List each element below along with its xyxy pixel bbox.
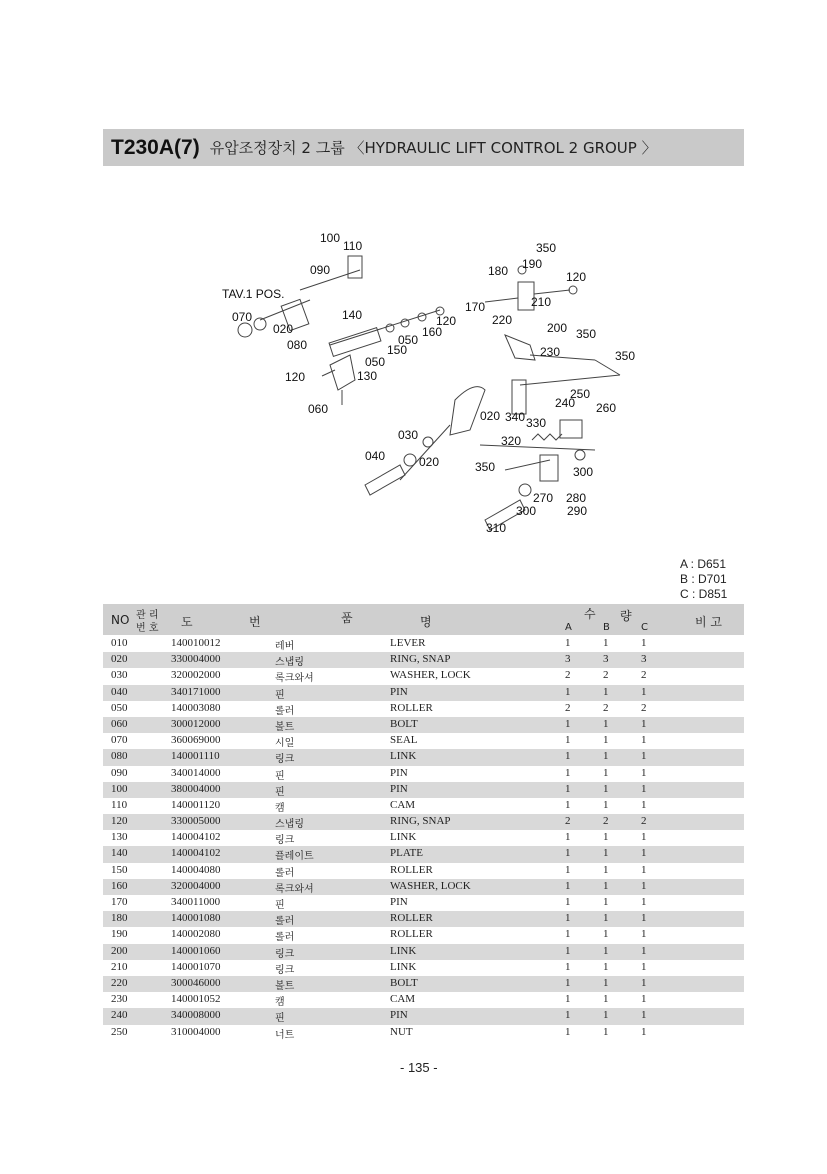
row-no: 140 [111, 847, 128, 860]
row-name-kr: 핀 [275, 770, 285, 782]
row-name-en: ROLLER [390, 701, 433, 714]
row-name-kr: 스냅링 [275, 657, 304, 669]
row-qty-b: 1 [603, 896, 609, 908]
row-no: 220 [111, 976, 128, 989]
table-row [103, 701, 744, 717]
svg-text:130: 130 [357, 369, 378, 383]
row-no: 150 [111, 863, 128, 876]
row-qty-c: 1 [641, 637, 647, 649]
table-row [103, 1008, 744, 1024]
row-qty-a: 1 [565, 993, 571, 1006]
svg-text:100: 100 [320, 231, 341, 245]
svg-text:050: 050 [365, 355, 386, 369]
table-row [103, 798, 744, 814]
svg-text:140: 140 [342, 308, 363, 322]
row-no: 030 [111, 669, 128, 682]
parts-table-body [103, 636, 744, 1041]
table-row [103, 814, 744, 830]
row-qty-c: 1 [641, 782, 647, 795]
row-name-kr: 링크 [275, 754, 295, 766]
row-qty-b: 1 [603, 944, 609, 957]
header-qty-1: 수 [584, 607, 596, 621]
svg-text:070: 070 [232, 310, 253, 324]
row-qty-c: 1 [641, 944, 647, 957]
row-qty-c: 2 [641, 669, 647, 682]
row-name-kr: 핀 [275, 1013, 285, 1025]
row-qty-b: 1 [603, 831, 609, 844]
row-no: 040 [111, 685, 128, 698]
row-qty-a: 1 [565, 896, 571, 908]
row-qty-a: 3 [565, 653, 571, 666]
row-name-kr: 레버 [275, 641, 295, 652]
row-qty-a: 2 [565, 701, 571, 714]
row-qty-c: 1 [641, 1009, 647, 1022]
svg-text:310: 310 [486, 521, 507, 535]
row-qty-a: 1 [565, 1025, 571, 1038]
header-name-1: 품 [341, 611, 353, 625]
row-qty-a: 1 [565, 879, 571, 892]
row-part-number: 340171000 [171, 685, 221, 698]
svg-text:050: 050 [398, 333, 419, 347]
row-qty-a: 1 [565, 863, 571, 876]
table-header [103, 604, 744, 635]
row-qty-a: 1 [565, 637, 571, 649]
row-qty-b: 1 [603, 766, 609, 779]
row-qty-b: 1 [603, 863, 609, 876]
svg-text:300: 300 [573, 465, 594, 479]
row-qty-b: 1 [603, 928, 609, 941]
row-qty-b: 3 [603, 653, 609, 666]
row-part-number: 140001060 [171, 944, 221, 957]
table-row [103, 911, 744, 927]
row-name-kr: 캠 [275, 802, 285, 814]
row-no: 080 [111, 750, 128, 763]
svg-text:120: 120 [566, 270, 587, 284]
row-part-number: 140002080 [171, 928, 221, 941]
svg-text:220: 220 [492, 313, 513, 327]
row-qty-a: 2 [565, 815, 571, 828]
row-name-en: LINK [390, 944, 417, 957]
row-no: 120 [111, 815, 128, 828]
variant-c: C : D851 [680, 587, 728, 601]
svg-text:180: 180 [488, 264, 509, 278]
row-qty-b: 1 [603, 637, 609, 649]
row-no: 240 [111, 1009, 128, 1022]
row-qty-a: 1 [565, 782, 571, 795]
row-name-en: LEVER [390, 637, 426, 649]
header-col-b: B [603, 622, 610, 633]
row-name-kr: 너트 [275, 1029, 295, 1041]
row-no: 170 [111, 896, 128, 908]
row-part-number: 140001070 [171, 960, 221, 973]
svg-text:260: 260 [596, 401, 617, 415]
svg-text:020: 020 [480, 409, 501, 423]
table-row [103, 960, 744, 976]
row-name-en: BOLT [390, 976, 418, 989]
row-qty-c: 1 [641, 685, 647, 698]
row-part-number: 340014000 [171, 766, 221, 779]
row-part-number: 320004000 [171, 879, 221, 892]
row-qty-b: 1 [603, 912, 609, 925]
header-drawing-2: 번 [249, 615, 261, 629]
row-qty-c: 1 [641, 879, 647, 892]
svg-text:040: 040 [365, 449, 386, 463]
table-row [103, 636, 744, 652]
svg-text:150: 150 [387, 343, 408, 357]
svg-text:350: 350 [475, 460, 496, 474]
row-no: 060 [111, 717, 128, 730]
row-name-kr: 볼트 [275, 980, 295, 992]
row-name-en: BOLT [390, 717, 418, 730]
row-qty-a: 1 [565, 750, 571, 763]
row-qty-c: 1 [641, 734, 647, 747]
row-qty-c: 1 [641, 928, 647, 941]
row-part-number: 140004080 [171, 863, 221, 876]
row-qty-a: 1 [565, 766, 571, 779]
svg-text:030: 030 [398, 428, 419, 442]
svg-text:230: 230 [540, 345, 561, 359]
svg-text:350: 350 [576, 327, 597, 341]
row-qty-b: 1 [603, 976, 609, 989]
row-name-kr: 롤러 [275, 705, 295, 717]
variant-a: A : D651 [680, 557, 727, 571]
row-qty-b: 2 [603, 669, 609, 682]
row-no: 020 [111, 653, 128, 666]
svg-text:110: 110 [343, 239, 363, 253]
header-no: NO [111, 613, 130, 627]
row-qty-b: 2 [603, 701, 609, 714]
row-name-en: PIN [390, 1009, 408, 1022]
row-part-number: 310004000 [171, 1025, 221, 1038]
svg-text:120: 120 [436, 314, 457, 328]
row-qty-a: 1 [565, 960, 571, 973]
svg-text:160: 160 [422, 325, 443, 339]
row-name-en: PIN [390, 896, 408, 908]
row-qty-a: 2 [565, 669, 571, 682]
table-row [103, 733, 744, 749]
svg-text:210: 210 [531, 295, 552, 309]
title-code: T230A(7) [111, 135, 200, 159]
row-name-kr: 스냅링 [275, 819, 304, 831]
row-qty-c: 1 [641, 831, 647, 844]
row-qty-b: 1 [603, 960, 609, 973]
header-name-2: 명 [420, 615, 432, 629]
row-name-en: PIN [390, 782, 408, 795]
row-qty-b: 1 [603, 993, 609, 1006]
row-name-kr: 록크와셔 [275, 883, 314, 895]
header-remarks: 비 고 [695, 615, 722, 629]
row-name-en: CAM [390, 798, 416, 811]
row-qty-c: 1 [641, 896, 647, 908]
svg-text:170: 170 [465, 300, 486, 314]
table-row [103, 895, 744, 911]
row-qty-c: 1 [641, 847, 647, 860]
row-no: 200 [111, 944, 128, 957]
row-name-en: ROLLER [390, 928, 433, 941]
svg-text:240: 240 [555, 396, 576, 410]
row-no: 090 [111, 766, 128, 779]
row-no: 250 [111, 1025, 128, 1038]
exploded-parts-diagram [200, 220, 660, 550]
row-qty-c: 1 [641, 766, 647, 779]
row-no: 010 [111, 637, 128, 649]
row-qty-a: 1 [565, 1009, 571, 1022]
row-qty-b: 1 [603, 782, 609, 795]
row-qty-b: 1 [603, 734, 609, 747]
row-part-number: 140001080 [171, 912, 221, 925]
row-qty-a: 1 [565, 912, 571, 925]
row-qty-c: 1 [641, 717, 647, 730]
row-name-en: LINK [390, 831, 417, 844]
row-no: 190 [111, 928, 128, 941]
row-qty-a: 1 [565, 734, 571, 747]
row-no: 070 [111, 734, 128, 747]
row-no: 160 [111, 879, 128, 892]
row-name-kr: 시일 [275, 738, 295, 750]
row-name-en: PIN [390, 766, 408, 779]
row-no: 130 [111, 831, 128, 844]
row-name-kr: 롤러 [275, 932, 295, 944]
row-qty-a: 1 [565, 944, 571, 957]
row-qty-c: 1 [641, 863, 647, 876]
row-qty-a: 1 [565, 847, 571, 860]
row-part-number: 140003080 [171, 701, 221, 714]
svg-text:280: 280 [566, 491, 587, 505]
svg-text:060: 060 [308, 402, 329, 416]
row-name-kr: 볼트 [275, 721, 295, 733]
row-qty-a: 1 [565, 831, 571, 844]
row-qty-b: 1 [603, 1025, 609, 1038]
row-qty-c: 2 [641, 815, 647, 828]
row-name-en: ROLLER [390, 912, 433, 925]
row-name-en: WASHER, LOCK [390, 669, 471, 682]
row-name-kr: 캠 [275, 997, 285, 1009]
variant-b: B : D701 [680, 572, 727, 586]
row-no: 210 [111, 960, 128, 973]
table-row [103, 976, 744, 992]
header-drawing-1: 도 [181, 615, 193, 629]
row-no: 110 [111, 798, 128, 811]
svg-text:250: 250 [570, 387, 591, 401]
row-part-number: 140004102 [171, 847, 221, 860]
svg-text:320: 320 [501, 434, 522, 448]
row-part-number: 140010012 [171, 637, 221, 649]
row-part-number: 330004000 [171, 653, 221, 666]
row-qty-b: 2 [603, 815, 609, 828]
svg-text:300: 300 [516, 504, 537, 518]
row-name-kr: 플레이트 [275, 851, 314, 863]
row-part-number: 140001052 [171, 993, 221, 1006]
table-row [103, 717, 744, 733]
row-part-number: 300012000 [171, 717, 221, 730]
row-qty-c: 1 [641, 993, 647, 1006]
row-name-en: ROLLER [390, 863, 433, 876]
table-row [103, 830, 744, 846]
row-part-number: 140001120 [171, 798, 221, 811]
svg-text:200: 200 [547, 321, 568, 335]
row-no: 100 [111, 782, 128, 795]
row-name-en: WASHER, LOCK [390, 879, 471, 892]
row-qty-c: 3 [641, 653, 647, 666]
row-name-kr: 록크와셔 [275, 673, 314, 685]
svg-text:330: 330 [526, 416, 547, 430]
table-row [103, 668, 744, 684]
row-qty-b: 1 [603, 879, 609, 892]
table-row [103, 1025, 744, 1041]
row-part-number: 300046000 [171, 976, 221, 989]
row-qty-c: 1 [641, 960, 647, 973]
header-mgmt-bottom: 번 호 [136, 623, 159, 634]
row-no: 050 [111, 701, 128, 714]
svg-text:290: 290 [567, 504, 588, 518]
header-col-a: A [565, 622, 572, 633]
row-qty-c: 1 [641, 976, 647, 989]
row-part-number: 360069000 [171, 734, 221, 747]
row-name-kr: 링크 [275, 948, 295, 960]
row-qty-a: 1 [565, 928, 571, 941]
row-qty-c: 1 [641, 912, 647, 925]
svg-text:270: 270 [533, 491, 554, 505]
row-name-en: PLATE [390, 847, 423, 860]
table-row [103, 685, 744, 701]
model-variants [680, 557, 727, 602]
row-name-en: RING, SNAP [390, 653, 451, 666]
row-no: 180 [111, 912, 128, 925]
table-row [103, 879, 744, 895]
row-qty-b: 1 [603, 717, 609, 730]
svg-text:120: 120 [285, 370, 306, 384]
row-name-kr: 핀 [275, 900, 285, 911]
table-row [103, 766, 744, 782]
row-name-en: LINK [390, 750, 417, 763]
table-row [103, 992, 744, 1008]
svg-text:350: 350 [536, 241, 557, 255]
table-row [103, 749, 744, 765]
svg-text:020: 020 [419, 455, 440, 469]
row-name-en: CAM [390, 993, 416, 1006]
row-part-number: 380004000 [171, 782, 221, 795]
row-qty-c: 1 [641, 750, 647, 763]
svg-text:340: 340 [505, 410, 526, 424]
row-part-number: 340008000 [171, 1009, 221, 1022]
row-qty-b: 1 [603, 1009, 609, 1022]
table-row [103, 846, 744, 862]
row-qty-b: 1 [603, 750, 609, 763]
row-part-number: 320002000 [171, 669, 221, 682]
header-col-c: C [641, 622, 648, 633]
row-qty-a: 1 [565, 976, 571, 989]
row-name-kr: 핀 [275, 689, 285, 701]
row-name-kr: 롤러 [275, 867, 295, 879]
title-text: 유압조정장치 2 그룹 〈HYDRAULIC LIFT CONTROL 2 GROUP 〉 [209, 139, 657, 157]
row-name-kr: 링크 [275, 835, 295, 847]
row-no: 230 [111, 993, 128, 1006]
table-row [103, 782, 744, 798]
row-name-en: NUT [390, 1025, 413, 1038]
row-part-number: 330005000 [171, 815, 221, 828]
row-qty-c: 1 [641, 798, 647, 811]
row-qty-b: 1 [603, 798, 609, 811]
svg-text:020: 020 [273, 322, 294, 336]
svg-text:TAV.1 POS.: TAV.1 POS. [222, 287, 285, 301]
row-part-number: 140001110 [171, 750, 220, 763]
row-qty-a: 1 [565, 798, 571, 811]
header-mgmt-top: 관 리 [136, 610, 159, 621]
row-part-number: 140004102 [171, 831, 221, 844]
svg-text:090: 090 [310, 263, 331, 277]
row-qty-b: 1 [603, 847, 609, 860]
row-name-en: LINK [390, 960, 417, 973]
header-qty-2: 량 [620, 609, 632, 623]
table-row [103, 652, 744, 668]
row-name-kr: 링크 [275, 964, 295, 976]
row-name-en: RING, SNAP [390, 815, 451, 828]
table-row [103, 863, 744, 879]
table-row [103, 944, 744, 960]
page-number: - 135 - [400, 1060, 438, 1075]
row-part-number: 340011000 [171, 896, 221, 908]
title-bar [103, 129, 744, 166]
row-qty-a: 1 [565, 717, 571, 730]
row-name-en: PIN [390, 685, 408, 698]
row-qty-b: 1 [603, 685, 609, 698]
row-qty-c: 1 [641, 1025, 647, 1038]
svg-text:350: 350 [615, 349, 636, 363]
table-row [103, 927, 744, 943]
row-qty-a: 1 [565, 685, 571, 698]
svg-text:080: 080 [287, 338, 308, 352]
row-qty-c: 2 [641, 701, 647, 714]
svg-text:190: 190 [522, 257, 543, 271]
row-name-en: SEAL [390, 734, 418, 747]
row-name-kr: 롤러 [275, 916, 295, 928]
row-name-kr: 핀 [275, 786, 285, 798]
